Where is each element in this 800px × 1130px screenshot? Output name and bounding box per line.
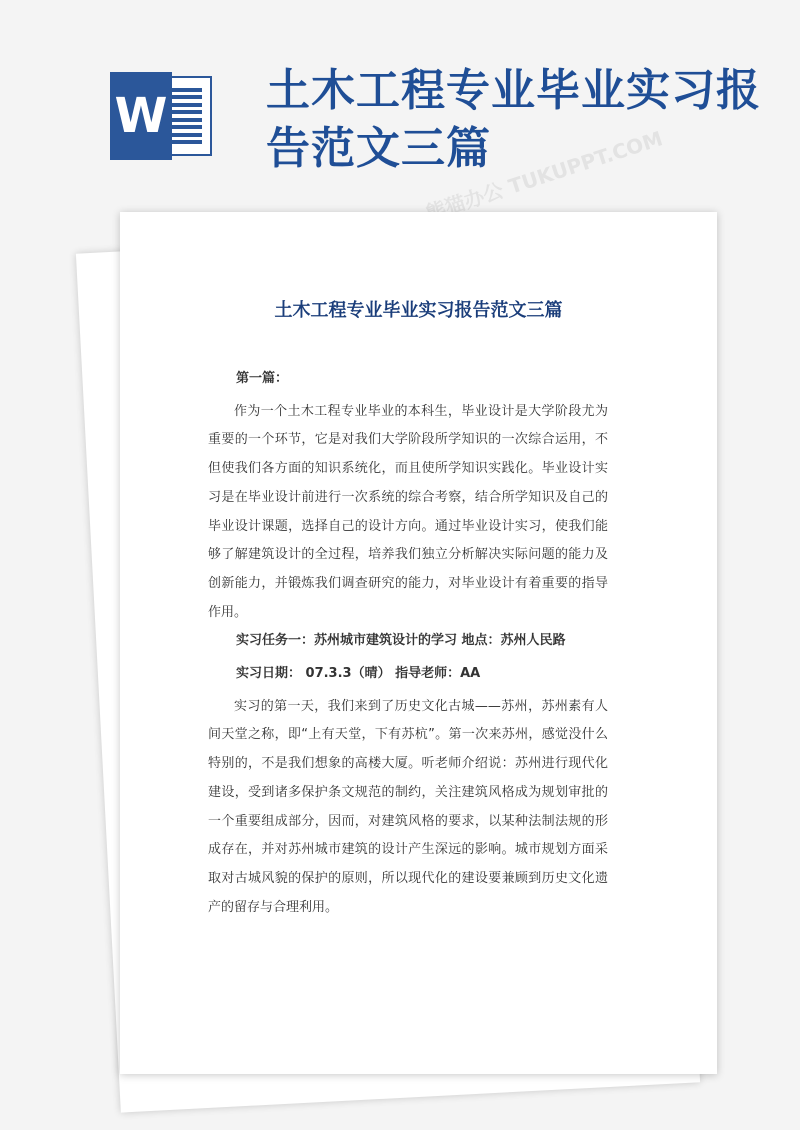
page-title: 土木工程专业毕业实习报告范文三篇 bbox=[266, 65, 761, 174]
word-document-icon bbox=[110, 72, 214, 160]
document-page bbox=[120, 212, 717, 1074]
word-letter-badge: W bbox=[110, 72, 172, 160]
task-line: 实习任务一：苏州城市建筑设计的学习 地点：苏州人民路 bbox=[236, 633, 566, 649]
document-title: 土木工程专业毕业实习报告范文三篇 bbox=[274, 300, 563, 321]
paragraph-day-one: 实习的第一天，我们来到了历史文化古城——苏州，苏州素有人间天堂之称，即“上有天堂，下有苏杭”。第一次来苏州，感觉没什么特别的，不是我们想象的高楼大厦。听老师介绍说：苏州进行现代化建设，受到诸多保护条文规范的制约，关注建筑风格成为规划审批的一个重要组成部分，因而，对建筑风格的要求，以某种法制法规的形成存在，并对苏州城市建筑的设计产生深远的影响。城市规划方面采取对古城风貌的保护的原则，所以现代化的建设要兼顾到历史文化遗产的留存与合理利用。 bbox=[208, 698, 608, 915]
section-heading: 第一篇： bbox=[236, 371, 289, 386]
date-line: 实习日期： 07.3.3（晴） 指导老师：AA bbox=[236, 666, 481, 682]
paragraph-intro: 作为一个土木工程专业毕业的本科生，毕业设计是大学阶段尤为重要的一个环节，它是对我们大学阶段所学知识的一次综合运用，不但使我们各方面的知识系统化，而且使所学知识实践化。毕业设计实习是在毕业设计前进行一次系统的综合考察，结合所学知识及自己的毕业设计课题，选择自己的设计方向。通过毕业设计实习，使我们能够了解建筑设计的全过程，培养我们独立分析解决实际问题的能力及创新能力，并锻炼我们调查研究的能力，对毕业设计有着重要的指导作用。 bbox=[208, 403, 608, 620]
document-body bbox=[208, 365, 608, 922]
watermark-text: 熊猫办公 TUKUPPT.COM bbox=[422, 126, 666, 226]
